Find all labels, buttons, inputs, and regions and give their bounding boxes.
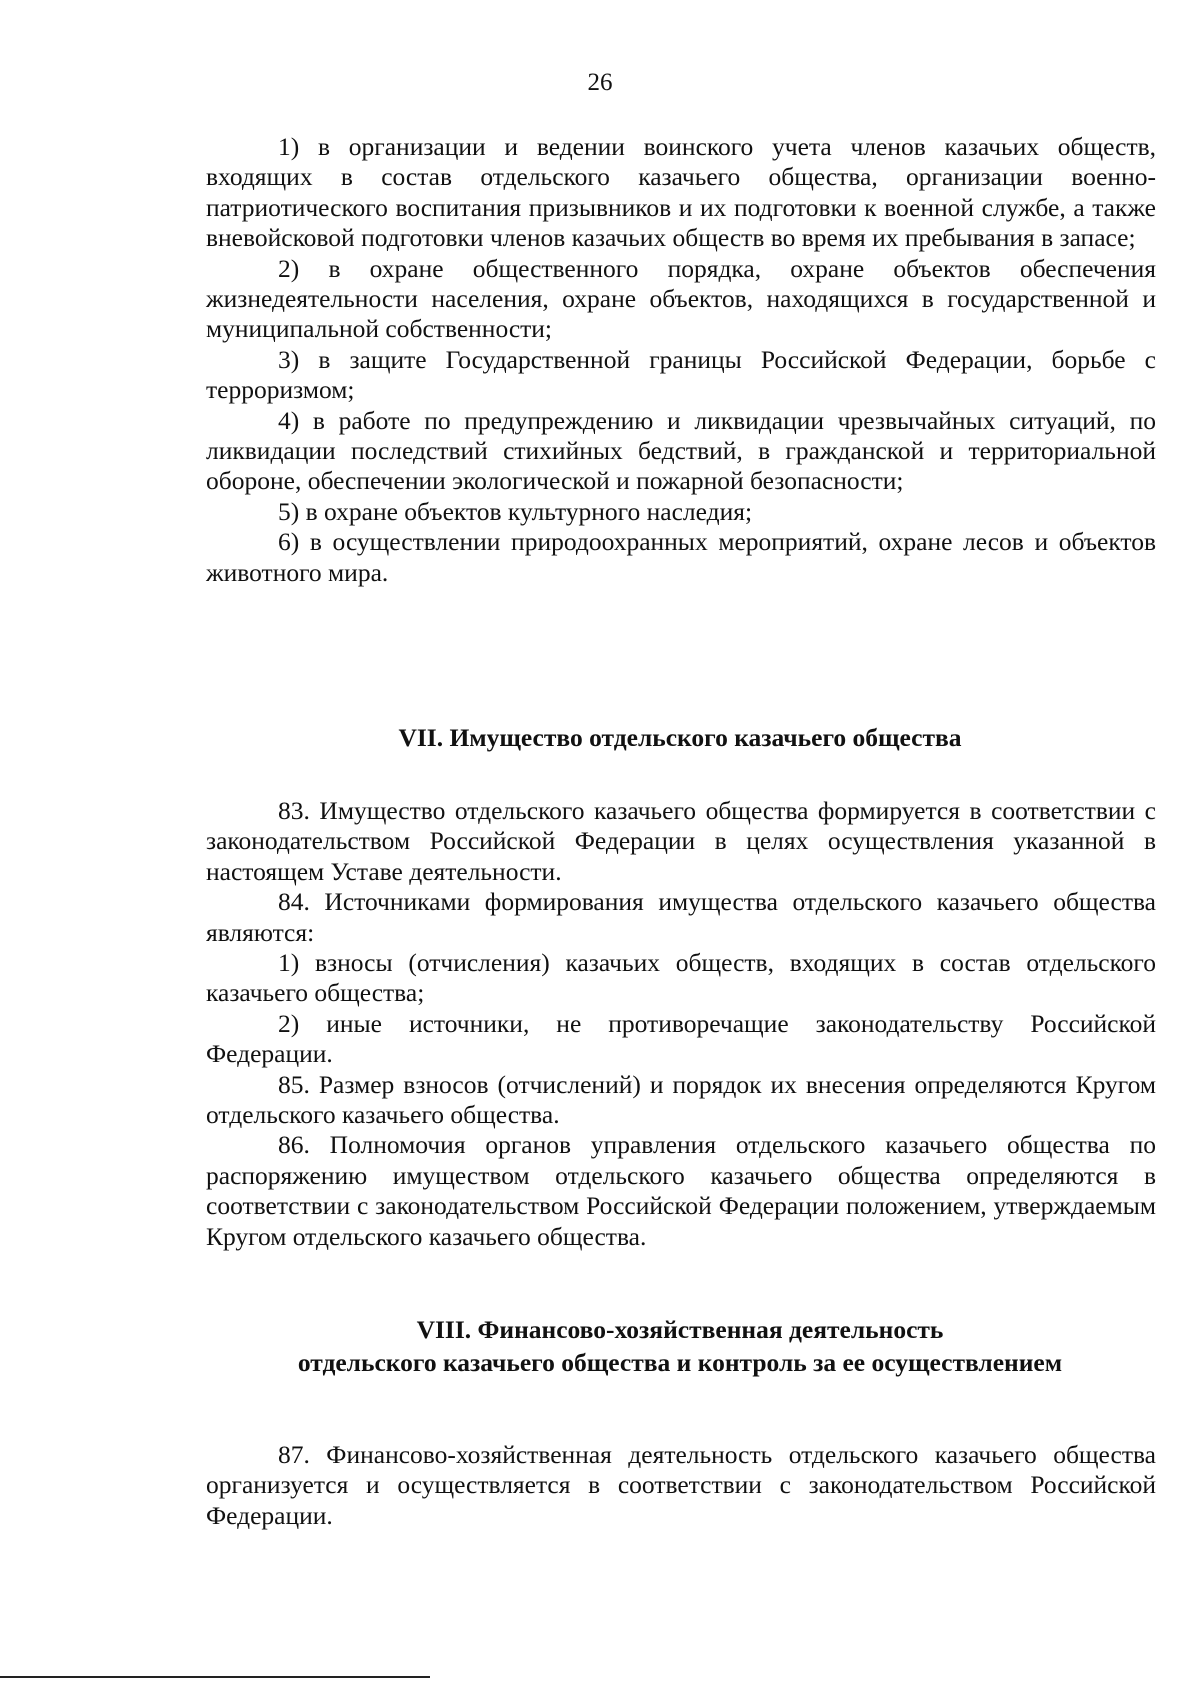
paragraph-item-84-subitem-1: 1) взносы (отчисления) казачьих обществ, входящих в состав отдельского казачьего общества;: [206, 948, 1156, 1008]
paragraph-subitem-1: 1) в организации и ведении воинского учета членов казачьих обществ, входящих в состав отдельского казачьего общества, организации военно-патриотического воспитания призывников и их подготовки к военной службе, а также вневойсковой подготовки членов казачьих обществ во время их пребывания в запасе;: [206, 132, 1156, 253]
section-heading-viii-line-2: отдельского казачьего общества и контроль за ее осуществлением: [297, 1348, 1063, 1377]
section-heading-viii: [190, 1313, 1170, 1379]
paragraph-item-85: 85. Размер взносов (отчислений) и порядок их внесения определяются Кругом отдельского казачьего общества.: [206, 1069, 1156, 1130]
section-heading-vii: [190, 721, 1170, 754]
paragraph-item-84-subitem-2: 2) иные источники, не противоречащие законодательству Российской Федерации.: [206, 1008, 1156, 1069]
body-text-block: [206, 796, 1156, 1252]
footer-divider: [0, 1676, 430, 1678]
paragraph-item-83: 83. Имущество отдельского казачьего общества формируется в соответствии с законодательством Российской Федерации в целях осуществления указанной в настоящем Уставе деятельности.: [206, 796, 1156, 886]
paragraph-subitem-5: 5) в охране объектов культурного наследия;: [278, 496, 753, 526]
paragraph-subitem-3: 3) в защите Государственной границы Российской Федерации, борьбе с терроризмом;: [206, 344, 1156, 405]
page-number: 26: [587, 69, 613, 96]
paragraph-item-86: 86. Полномочия органов управления отдельского казачьего общества по распоряжению имуществом отдельского казачьего общества определяются в соответствии с законодательством Российской Федерации положением, утверждаемым Кругом отдельского казачьего общества.: [206, 1130, 1156, 1251]
section-heading-vii-text: VII. Имущество отдельского казачьего общества: [398, 723, 962, 752]
paragraph-subitem-6: 6) в осуществлении природоохранных мероприятий, охране лесов и объектов животного мира.: [206, 527, 1156, 587]
paragraph-subitem-4: 4) в работе по предупреждению и ликвидации чрезвычайных ситуаций, по ликвидации последствий стихийных бедствий, в гражданской и территориальной обороне, обеспечении экологической и пожарной безопасности;: [206, 405, 1156, 496]
paragraph-item-87: 87. Финансово-хозяйственная деятельность отдельского казачьего общества организуется и осуществляется в соответствии с законодательством Российской Федерации.: [206, 1440, 1156, 1530]
paragraph-subitem-2: 2) в охране общественного порядка, охране объектов обеспечения жизнедеятельности населения, охране объектов, находящихся в государственной и муниципальной собственности;: [206, 253, 1156, 344]
body-text-block: [206, 132, 1156, 588]
section-heading-viii-line-1: VIII. Финансово-хозяйственная деятельность: [416, 1315, 944, 1344]
body-text-block: [206, 1440, 1156, 1531]
paragraph-item-84: 84. Источниками формирования имущества отдельского казачьего общества являются:: [206, 887, 1156, 947]
